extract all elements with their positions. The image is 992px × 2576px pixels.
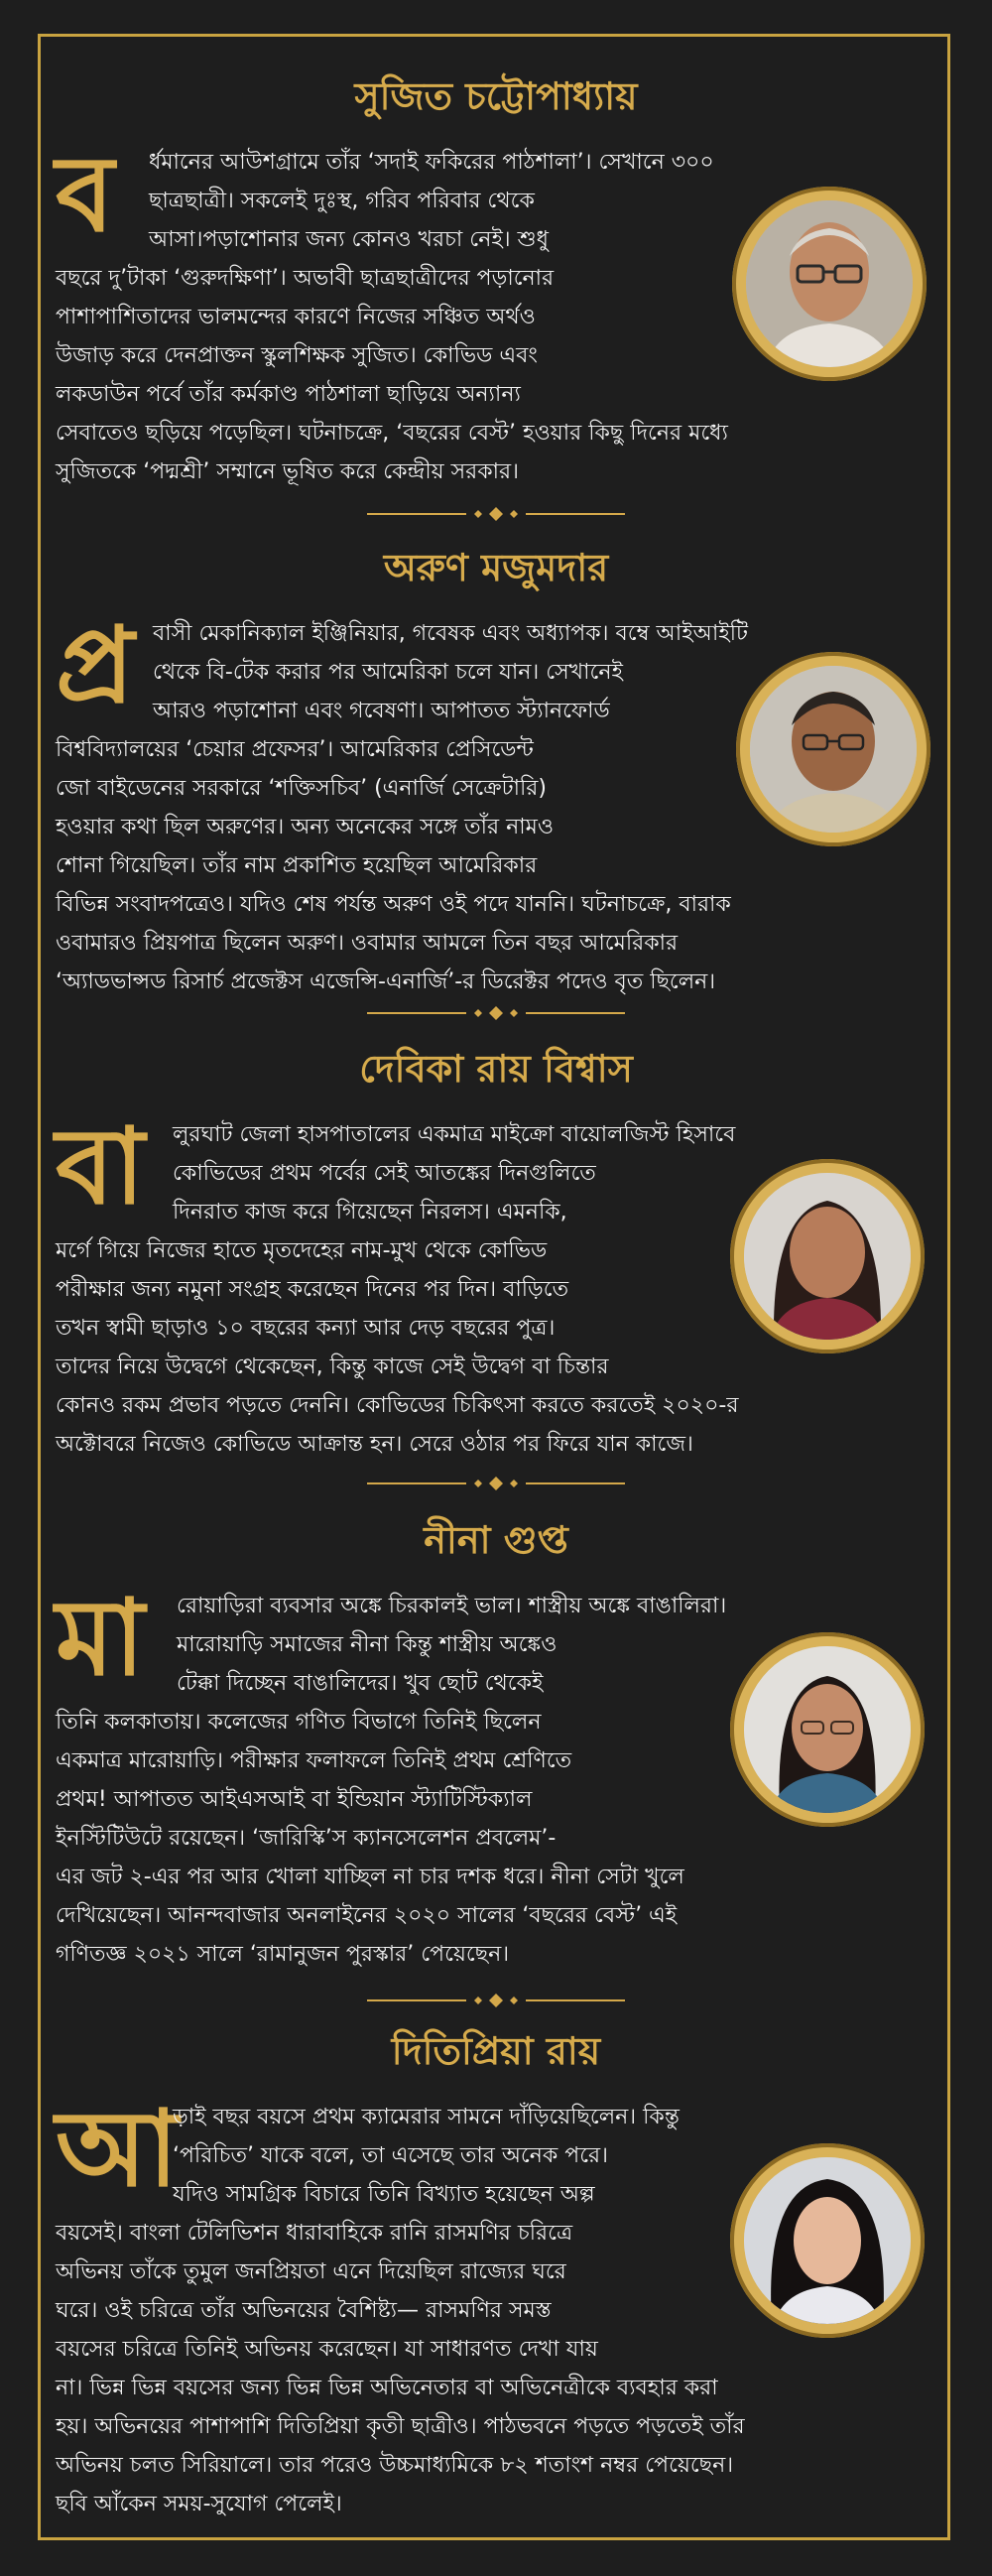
text-line: এর জট ২-এর পর আর খোলা যাচ্ছিল না চার দশক ধরে। নীনা সেটা খুলে xyxy=(56,1865,684,1889)
text-line: ছাত্রছাত্রী। সকলেই দুঃস্থ, গরিব পরিবার থেকে xyxy=(149,189,535,213)
profile-name: অরুণ মজুমদার xyxy=(383,545,609,589)
dropcap-letter: মা xyxy=(56,1575,145,1699)
text-line: আসা।পড়াশোনার জন্য কোনও খরচা নেই। শুধু xyxy=(149,227,549,252)
text-line: বয়সেই। বাংলা টেলিভিশন ধারাবাহিকে রানি রাসমণির চরিত্রে xyxy=(56,2221,573,2246)
portrait-photo xyxy=(736,652,930,846)
text-line: একমাত্র মারোয়াড়ি। পরীক্ষার ফলাফলে তিনিই প্রথম শ্রেণিতে xyxy=(56,1748,572,1773)
ornament-divider xyxy=(367,1476,625,1489)
profile-ditipriya xyxy=(56,2014,936,2535)
text-line: তাদের নিয়ে উদ্বেগে থেকেছেন, কিন্তু কাজে সেই উদ্বেগ বা চিন্তার xyxy=(56,1354,609,1379)
ornament-divider xyxy=(367,506,625,520)
text-line: রোয়াড়িরা ব্যবসার অঙ্কে চিরকালই ভাল। শাস্ত্রীয় অঙ্কে বাঙালিরা। xyxy=(177,1594,727,1618)
text-line: শোনা গিয়েছিল। তাঁর নাম প্রকাশিত হয়েছিল আমেরিকার xyxy=(56,853,538,878)
portrait-photo xyxy=(732,187,927,381)
ornament-divider xyxy=(367,1993,625,2006)
dropcap-letter: ব xyxy=(56,131,114,255)
text-line: টেক্কা দিচ্ছেন বাঙালিদের। খুব ছোট থেকেই xyxy=(177,1671,544,1696)
text-line: প্রথম! আপাতত আইএসআই বা ইন্ডিয়ান স্ট্যাটিস্টিক্যাল xyxy=(56,1787,533,1812)
text-line: ‘অ্যাডভান্সড রিসার্চ প্রজেক্টস এজেন্সি-এনার্জি’-র ডিরেক্টর পদেও বৃত ছিলেন। xyxy=(56,969,716,994)
text-line: বাসী মেকানিক্যাল ইঞ্জিনিয়ার, গবেষক এবং অধ্যাপক। বম্বে আইআইটি xyxy=(153,621,749,646)
dropcap-letter: আ xyxy=(56,2086,179,2210)
text-line: থেকে বি-টেক করার পর আমেরিকা চলে যান। সেখানেই xyxy=(153,660,623,685)
profile-arun xyxy=(56,531,936,1007)
text-line: লকডাউন পর্বে তাঁর কর্মকাণ্ড পাঠশালা ছাড়িয়ে অন্যান্য xyxy=(56,382,521,407)
text-line: সেবাতেও ছড়িয়ে পড়েছিল। ঘটনাচক্রে, ‘বছরের বেস্ট’ হওয়ার কিছু দিনের মধ্যে xyxy=(56,421,728,446)
text-line: দিনরাত কাজ করে গিয়েছেন নিরলস। এমনকি, xyxy=(173,1200,567,1224)
profile-nina xyxy=(56,1503,936,1999)
text-line: হয়। অভিনয়ের পাশাপাশি দিতিপ্রিয়া কৃতী ছাত্রীও। পাঠভবনে পড়তে পড়তেই তাঁর xyxy=(56,2414,745,2439)
text-line: মর্গে গিয়ে নিজের হাতে মৃতদেহের নাম-মুখ থেকে কোভিড xyxy=(56,1238,548,1263)
text-line: অক্টোবরে নিজেও কোভিডে আক্রান্ত হন। সেরে ওঠার পর ফিরে যান কাজে। xyxy=(56,1432,693,1457)
text-line: যদিও সামগ্রিক বিচারে তিনি বিখ্যাত হয়েছেন অল্প xyxy=(173,2182,595,2207)
text-line: তখন স্বামী ছাড়াও ১০ বছরের কন্যা আর দেড় বছরের পুত্র। xyxy=(56,1316,556,1341)
text-line: পাশাপাশিতাদের ভালমন্দের কারণে নিজের সঞ্চিত অর্থও xyxy=(56,305,536,329)
text-line: ‘পরিচিত’ যাকে বলে, তা এসেছে তার অনেক পরে। xyxy=(173,2143,609,2168)
profile-sujit xyxy=(56,60,936,484)
text-line: মারোয়াড়ি সমাজের নীনা কিন্তু শাস্ত্রীয় অঙ্কেও xyxy=(177,1632,558,1657)
text-line: সুজিতকে ‘পদ্মশ্রী’ সম্মানে ভূষিত করে কেন্দ্রীয় সরকার। xyxy=(56,459,519,484)
text-line: লুরঘাট জেলা হাসপাতালের একমাত্র মাইক্রো বায়োলজিস্ট হিসাবে xyxy=(173,1122,736,1147)
text-line: অভিনয় তাঁকে তুমুল জনপ্রিয়তা এনে দিয়েছিল রাজ্যের ঘরে xyxy=(56,2259,566,2284)
text-line: অভিনয় চলত সিরিয়ালে। তার পরেও উচ্চমাধ্যমিকে ৮২ শতাংশ নম্বর পেয়েছেন। xyxy=(56,2453,734,2478)
text-line: বছরে দু’টাকা ‘গুরুদক্ষিণা’। অভাবী ছাত্রছাত্রীদের পড়ানোর xyxy=(56,266,555,291)
text-line: বিভিন্ন সংবাদপত্রেও। যদিও শেষ পর্যন্ত অরুণ ওই পদে যাননি। ঘটনাচক্রে, বারাক xyxy=(56,892,731,917)
profile-name: দিতিপ্রিয়া রায় xyxy=(391,2028,601,2073)
profile-name: সুজিত চট্টোপাধ্যায় xyxy=(354,73,638,118)
text-line: হওয়ার কথা ছিল অরুণের। অন্য অনেকের সঙ্গে তাঁর নামও xyxy=(56,815,555,839)
text-line: আরও পড়াশোনা এবং গবেষণা। আপাতত স্ট্যানফোর্ড xyxy=(153,699,610,723)
text-line: পরীক্ষার জন্য নমুনা সংগ্রহ করেছেন দিনের পর দিন। বাড়িতে xyxy=(56,1277,569,1302)
ornament-divider xyxy=(367,1005,625,1019)
portrait-photo xyxy=(730,1159,925,1353)
text-line: ছবি আঁকেন সময়-সুযোগ পেলেই। xyxy=(56,2492,342,2516)
profile-debika xyxy=(56,1032,936,1479)
text-line: কোনও রকম প্রভাব পড়তে দেননি। কোভিডের চিকিৎসা করতে করতেই ২০২০-র xyxy=(56,1393,739,1418)
profile-name: নীনা গুপ্ত xyxy=(424,1517,568,1562)
portrait-photo xyxy=(730,1632,925,1827)
text-line: তিনি কলকাতায়। কলেজের গণিত বিভাগে তিনিই ছিলেন xyxy=(56,1710,542,1735)
text-line: ওবামারও প্রিয়পাত্র ছিলেন অরুণ। ওবামার আমলে তিন বছর আমেরিকার xyxy=(56,931,679,956)
text-line: কোভিডের প্রথম পর্বের সেই আতঙ্কের দিনগুলিতে xyxy=(173,1161,596,1186)
text-line: বিশ্ববিদ্যালয়ের ‘চেয়ার প্রফেসর’। আমেরিকার প্রেসিডেন্ট xyxy=(56,737,534,762)
text-line: ঘরে। ওই চরিত্রে তাঁর অভিনয়ের বৈশিষ্ট্য— রাসমণির সমস্ত xyxy=(56,2298,552,2323)
text-line: দেখিয়েছেন। আনন্দবাজার অনলাইনের ২০২০ সালের ‘বছরের বেস্ট’ এই xyxy=(56,1903,678,1928)
dropcap-letter: প্র xyxy=(56,602,135,726)
text-line: ইনস্টিটিউটে রয়েছেন। ‘জারিস্কি’স ক্যানসেলেশন প্রবলেম’- xyxy=(56,1826,557,1851)
text-line: র্ধমানের আউশগ্রামে তাঁর ‘সদাই ফকিরের পাঠশালা’। সেখানে ৩০০ xyxy=(149,150,714,175)
text-line: গণিতজ্ঞ ২০২১ সালে ‘রামানুজন পুরস্কার’ পেয়েছেন। xyxy=(56,1942,510,1967)
text-line: জো বাইডেনের সরকারে ‘শক্তিসচিব’ (এনার্জি সেক্রেটারি) xyxy=(56,776,547,801)
text-line: ড়াই বছর বয়সে প্রথম ক্যামেরার সামনে দাঁড়িয়েছিলেন। কিন্তু xyxy=(173,2105,680,2129)
profile-name: দেবিকা রায় বিশ্বাস xyxy=(359,1046,633,1091)
portrait-photo xyxy=(730,2143,925,2338)
text-line: উজাড় করে দেনপ্রাক্তন স্কুলশিক্ষক সুজিত। কোভিড এবং xyxy=(56,343,538,368)
text-line: বয়সের চরিত্রে তিনিই অভিনয় করেছেন। যা সাধারণত দেখা যায় xyxy=(56,2337,598,2362)
dropcap-letter: বা xyxy=(56,1103,145,1227)
text-line: না। ভিন্ন ভিন্ন বয়সের জন্য ভিন্ন ভিন্ন অভিনেতার বা অভিনেত্রীকে ব্যবহার করা xyxy=(56,2376,718,2400)
